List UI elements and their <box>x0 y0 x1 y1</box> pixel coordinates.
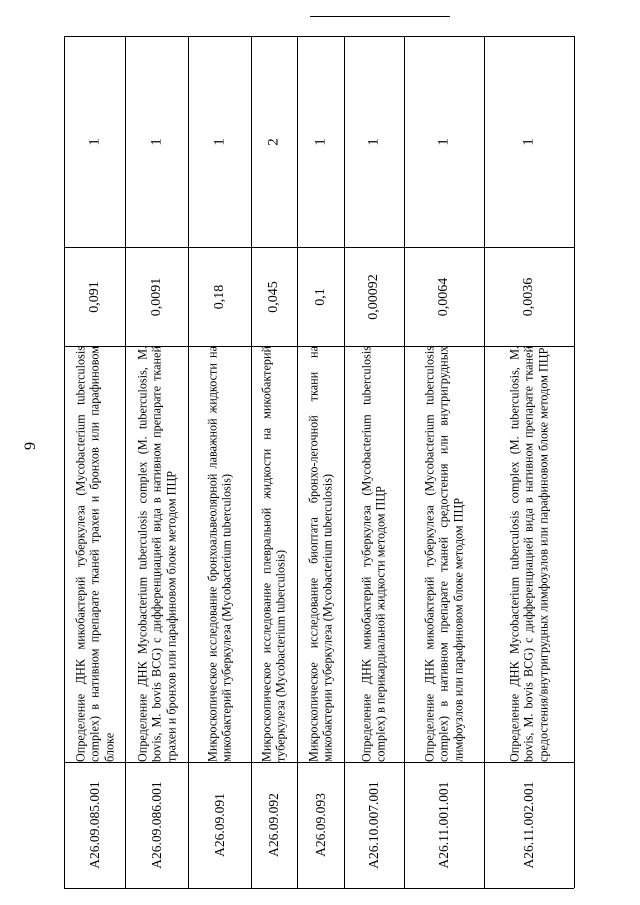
service-code: A26.09.093 <box>312 793 328 857</box>
table-row <box>404 36 484 888</box>
service-code: A26.11.002.001 <box>521 781 536 869</box>
table-right-border <box>574 36 575 888</box>
multiplicity-value: 1 <box>365 137 382 146</box>
frequency-value: 0,18 <box>211 284 227 309</box>
service-code: A26.10.007.001 <box>366 781 381 869</box>
table-row <box>64 36 125 888</box>
service-description: Микроскопическое исследование плевральной жидкости на микобактерий туберкулеза (Mycobacterium tuberculosis) <box>259 346 288 762</box>
multiplicity-value: 1 <box>520 137 537 146</box>
multiplicity-value: 1 <box>86 137 102 146</box>
service-code: A26.09.092 <box>266 793 281 857</box>
table-row <box>188 36 251 888</box>
frequency-value: 0,00092 <box>366 273 381 320</box>
table-row <box>251 36 297 888</box>
table-row <box>297 36 344 888</box>
multiplicity-value: 1 <box>148 137 164 146</box>
table-row <box>484 36 574 888</box>
service-description: Микроскопическое исследование бронхоальвеолярной лаважной жидкости на микобактерий туберкулеза (Mycobacterium tuberculosis) <box>205 346 234 762</box>
service-description: Микроскопическое исследование биоптата бронхо-легочной ткани на микобактерии туберкулеза (Mycobacterium tuberculosis) <box>306 346 335 762</box>
table-row <box>344 36 404 888</box>
frequency-value: 0,1 <box>312 287 328 306</box>
multiplicity-value: 2 <box>265 137 282 146</box>
frequency-value: 0,045 <box>266 280 281 313</box>
frequency-value: 0,0036 <box>521 277 536 316</box>
frequency-value: 0,0064 <box>436 277 451 316</box>
service-code: A26.11.001.001 <box>436 781 451 869</box>
table-row <box>125 36 188 888</box>
page-top-rule <box>310 16 450 17</box>
multiplicity-value: 1 <box>435 137 452 146</box>
table-bottom-border <box>64 888 574 889</box>
frequency-value: 0,091 <box>86 280 102 313</box>
page-number: 9 <box>22 442 39 450</box>
service-description: Определение ДНК Mycobacterium tuberculosis complex (M. tuberculosis, M. bovis, M. bovis BCG) с дифференциацией вида в нативном препарате тканей трахеи и бронхов или парафиновом блоке методом ПЦР <box>135 346 178 762</box>
frequency-value: 0,0091 <box>148 277 164 316</box>
service-description: Определение ДНК Mycobacterium tuberculosis complex (M. tuberculosis, M. bovis, M. bovis BCG) с дифференциацией вида в нативном препарате тканей средостения/внутригрудных лимфоузлов или парафиновом блоке методом ПЦР <box>507 346 551 762</box>
services-table <box>64 36 574 888</box>
multiplicity-value: 1 <box>211 137 227 146</box>
service-code: A26.09.085.001 <box>86 781 102 869</box>
service-description: Определение ДНК микобактерий туберкулеза (Mycobacterium tuberculosis complex) в нативном препарате тканей средостения или внутригрудных лимфоузлов или парафиновом блоке методом ПЦР <box>422 346 466 762</box>
service-description: Определение ДНК микобактерий туберкулеза (Mycobacterium tuberculosis complex) в нативном препарате тканей трахеи и бронхов или парафиновом блоке <box>73 346 116 762</box>
service-code: A26.09.086.001 <box>148 781 164 869</box>
multiplicity-value: 1 <box>312 137 328 146</box>
service-description: Определение ДНК микобактерий туберкулеза (Mycobacterium tuberculosis complex) в перикардиальной жидкости методом ПЦР <box>359 346 388 762</box>
service-code: A26.09.091 <box>211 793 227 857</box>
